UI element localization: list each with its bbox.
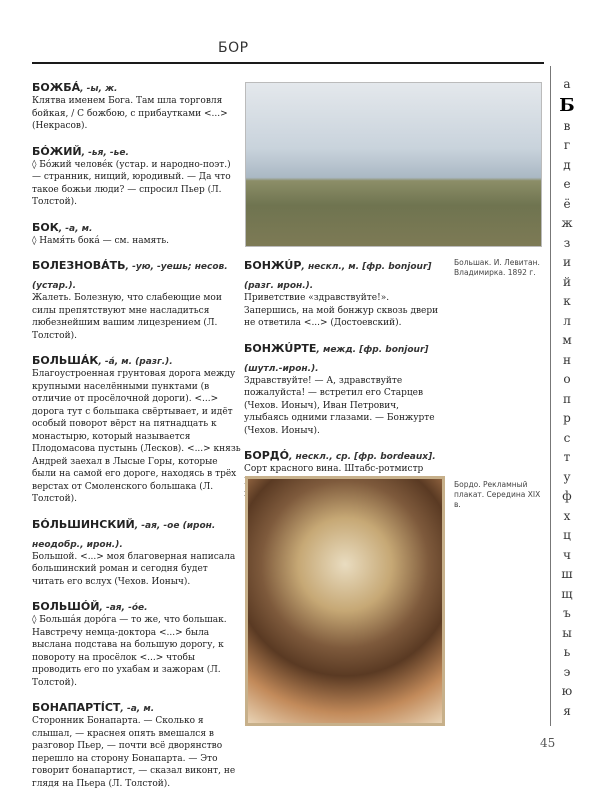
entry-headword: БОЛЕЗНОВÁТЬ <box>32 259 126 272</box>
alphabet-letter[interactable]: е <box>563 177 571 191</box>
alphabet-letter[interactable]: с <box>563 430 571 445</box>
entry-definition: ◊ Намя́ть бокá — см. намять. <box>32 235 170 246</box>
alphabet-letter[interactable]: ь <box>563 645 571 659</box>
entry-headword: БОНЖÚР <box>244 259 302 272</box>
dictionary-entry <box>32 254 242 342</box>
alphabet-letter[interactable]: у <box>563 469 571 484</box>
alphabet-letter[interactable]: п <box>563 391 571 406</box>
alphabet-letter[interactable]: ц <box>563 528 571 542</box>
alphabet-letter[interactable]: т <box>563 450 571 464</box>
alphabet-letter[interactable]: ч <box>563 547 571 562</box>
alphabet-letter[interactable]: ж <box>561 216 573 230</box>
entry-definition: ◊ Бóжий человéк (устар. и народно-поэт.) — странник, нищий, юродивый. — Да что такое божьи люди? — спросил Пьер (Л. Толстой). <box>32 159 231 207</box>
entry-grammar: , межд. [фр. bonjour] (шутл.-ирон.). <box>244 344 429 374</box>
dictionary-entry <box>32 513 242 589</box>
header-rule <box>32 62 544 64</box>
alphabet-letter[interactable]: и <box>563 255 571 269</box>
entry-grammar: , -ья, -ье. <box>81 147 129 158</box>
alphabet-letter[interactable]: л <box>563 313 571 328</box>
alphabet-letter[interactable]: к <box>563 294 571 308</box>
entry-headword: БОНЖÚРТЕ <box>244 341 317 355</box>
right-column <box>244 254 444 508</box>
bordeaux-poster-image <box>245 476 445 726</box>
entry-grammar: , нескл., ср. [фр. bordeaux]. <box>288 452 436 462</box>
image-caption-bolshak: Большак. И. Левитан. Владимирка. 1892 г. <box>454 258 540 277</box>
entry-definition: Сторонник Бонапарта. — Сколько я слышал, — краснея опять вмешался в разговор Пьер, — почти всё дворянство перешло на сторону Бонапарта. — Это говорит бонапартист, — сказал виконт, не глядя на Пьера (Л. Толстой). <box>32 716 236 789</box>
alphabet-letter[interactable]: о <box>563 372 571 386</box>
alphabet-letter[interactable]: ъ <box>563 606 571 620</box>
alphabet-index <box>552 75 582 721</box>
alphabet-letter[interactable]: г <box>563 138 571 152</box>
alphabet-letter[interactable]: Б <box>559 94 575 116</box>
alphabet-letter[interactable]: х <box>563 508 571 523</box>
dictionary-entry <box>244 254 444 330</box>
dictionary-entry <box>32 76 242 133</box>
alphabet-letter[interactable]: д <box>563 157 571 172</box>
left-column <box>32 76 242 797</box>
entry-grammar: , -а, м. <box>120 704 155 714</box>
alphabet-letter[interactable]: ш <box>561 567 573 581</box>
entry-headword: БОНАПАРТÍСТ <box>32 701 121 714</box>
entry-headword: БОЛЬШÓЙ <box>32 600 100 613</box>
alphabet-letter[interactable]: н <box>563 352 571 367</box>
levitan-landscape-image <box>245 82 542 247</box>
alphabet-letter[interactable]: й <box>563 274 571 289</box>
dictionary-entry <box>32 696 242 790</box>
entry-headword: БОЛЬШÁК <box>32 354 99 367</box>
alphabet-letter[interactable]: а <box>563 77 571 91</box>
entry-definition: Клятва именем Бога. Там шла торговля бойкая, / С божбою, с прибаутками <...> (Некрасов). <box>32 96 228 131</box>
entry-headword: БОК <box>32 220 59 234</box>
alphabet-letter[interactable]: в <box>563 118 571 133</box>
alphabet-letter[interactable]: р <box>563 411 571 425</box>
dictionary-entry <box>32 140 242 209</box>
entry-definition: Приветствие «здравствуйте!». Запершись, на мой бонжур сквозь двери не ответила <...> (Достоевский). <box>244 293 439 328</box>
alphabet-letter[interactable]: з <box>563 235 571 250</box>
entry-headword: БОЖБÁ <box>32 81 81 94</box>
alphabet-letter[interactable]: ё <box>563 196 571 211</box>
alphabet-letter[interactable]: э <box>563 664 571 679</box>
entry-definition: ◊ Большáя дорóга — то же, что большак. Навстречу немца-доктора <...> была выслана подстава на большую дорогу, к повороту на просёлок <...> чтобы проводить его по ухабам и зажорам (Л. Толстой). <box>32 615 227 688</box>
entry-headword: БÓЛЬШИНСКИЙ <box>32 517 135 531</box>
alphabet-letter[interactable]: ю <box>561 684 573 698</box>
dictionary-entry <box>32 216 242 248</box>
entry-grammar: , -ая, -óе. <box>99 603 148 613</box>
alphabet-letter[interactable]: м <box>562 333 572 347</box>
entry-definition: Большой. <...> моя благоверная написала большинский роман и сегодня будет читать его вслух (Чехов. Ионыч). <box>32 551 236 587</box>
entry-grammar: , нескл., м. [фр. bonjour] (разг. ирон.). <box>244 262 432 291</box>
entry-grammar: , -ая, -ое (ирон. неодобр., ирон.). <box>32 520 216 550</box>
entry-headword: БÓЖИЙ <box>32 144 82 158</box>
alphabet-letter[interactable]: я <box>563 703 571 718</box>
alphabet-letter[interactable]: ы <box>562 625 572 640</box>
entry-grammar: , -ую, -уешь; несов. (устар.). <box>32 262 228 291</box>
page-header-title: БОР <box>218 40 249 56</box>
dictionary-entry <box>32 349 242 506</box>
entry-definition: Сорт красного вина. Штабс-ротмистр <box>244 464 424 474</box>
dictionary-entry <box>244 337 444 438</box>
entry-grammar: , -ы, ж. <box>80 84 118 94</box>
entry-headword: БОРДÓ <box>244 449 289 462</box>
entry-definition: Благоустроенная грунтовая дорога между крупными населёнными пунктами (в отличие от просёлочной дороги). <...> дорога тут с большака свёртывает, и идёт особый поворот вёрст на пятнадцать к монастырю, который называется Плодомасова пустынь (Лесков). <...> князь Андрей заехал в Лысые Горы, которые были на самой его дороге, находясь в трёх верстах от Смоленского большака (Л. Толстой). <box>32 369 241 504</box>
entry-definition: Здравствуйте! — А, здравствуйте пожалуйста! — встретил его Старцев (Чехов. Ионыч), Иван Петрович, улыбаясь одними глазами. — Бонжурте (Чехов. Ионыч). <box>244 375 435 436</box>
entry-grammar: , -á, м. (разг.). <box>98 357 173 367</box>
dictionary-entry <box>32 595 242 689</box>
entry-definition: Жалеть. Болезную, что слабеющие мои силы препятствуют мне насладиться любезнейшим вашим лицезрением (Л. Толстой). <box>32 293 222 341</box>
alphabet-letter[interactable]: ф <box>562 489 572 503</box>
alphabet-divider <box>550 66 551 726</box>
alphabet-letter[interactable]: щ <box>561 586 573 601</box>
entry-grammar: , -а, м. <box>58 223 93 234</box>
image-caption-bordeaux: Бордо. Рекламный плакат. Середина XIX в. <box>454 480 541 509</box>
page-number: 45 <box>540 736 556 750</box>
